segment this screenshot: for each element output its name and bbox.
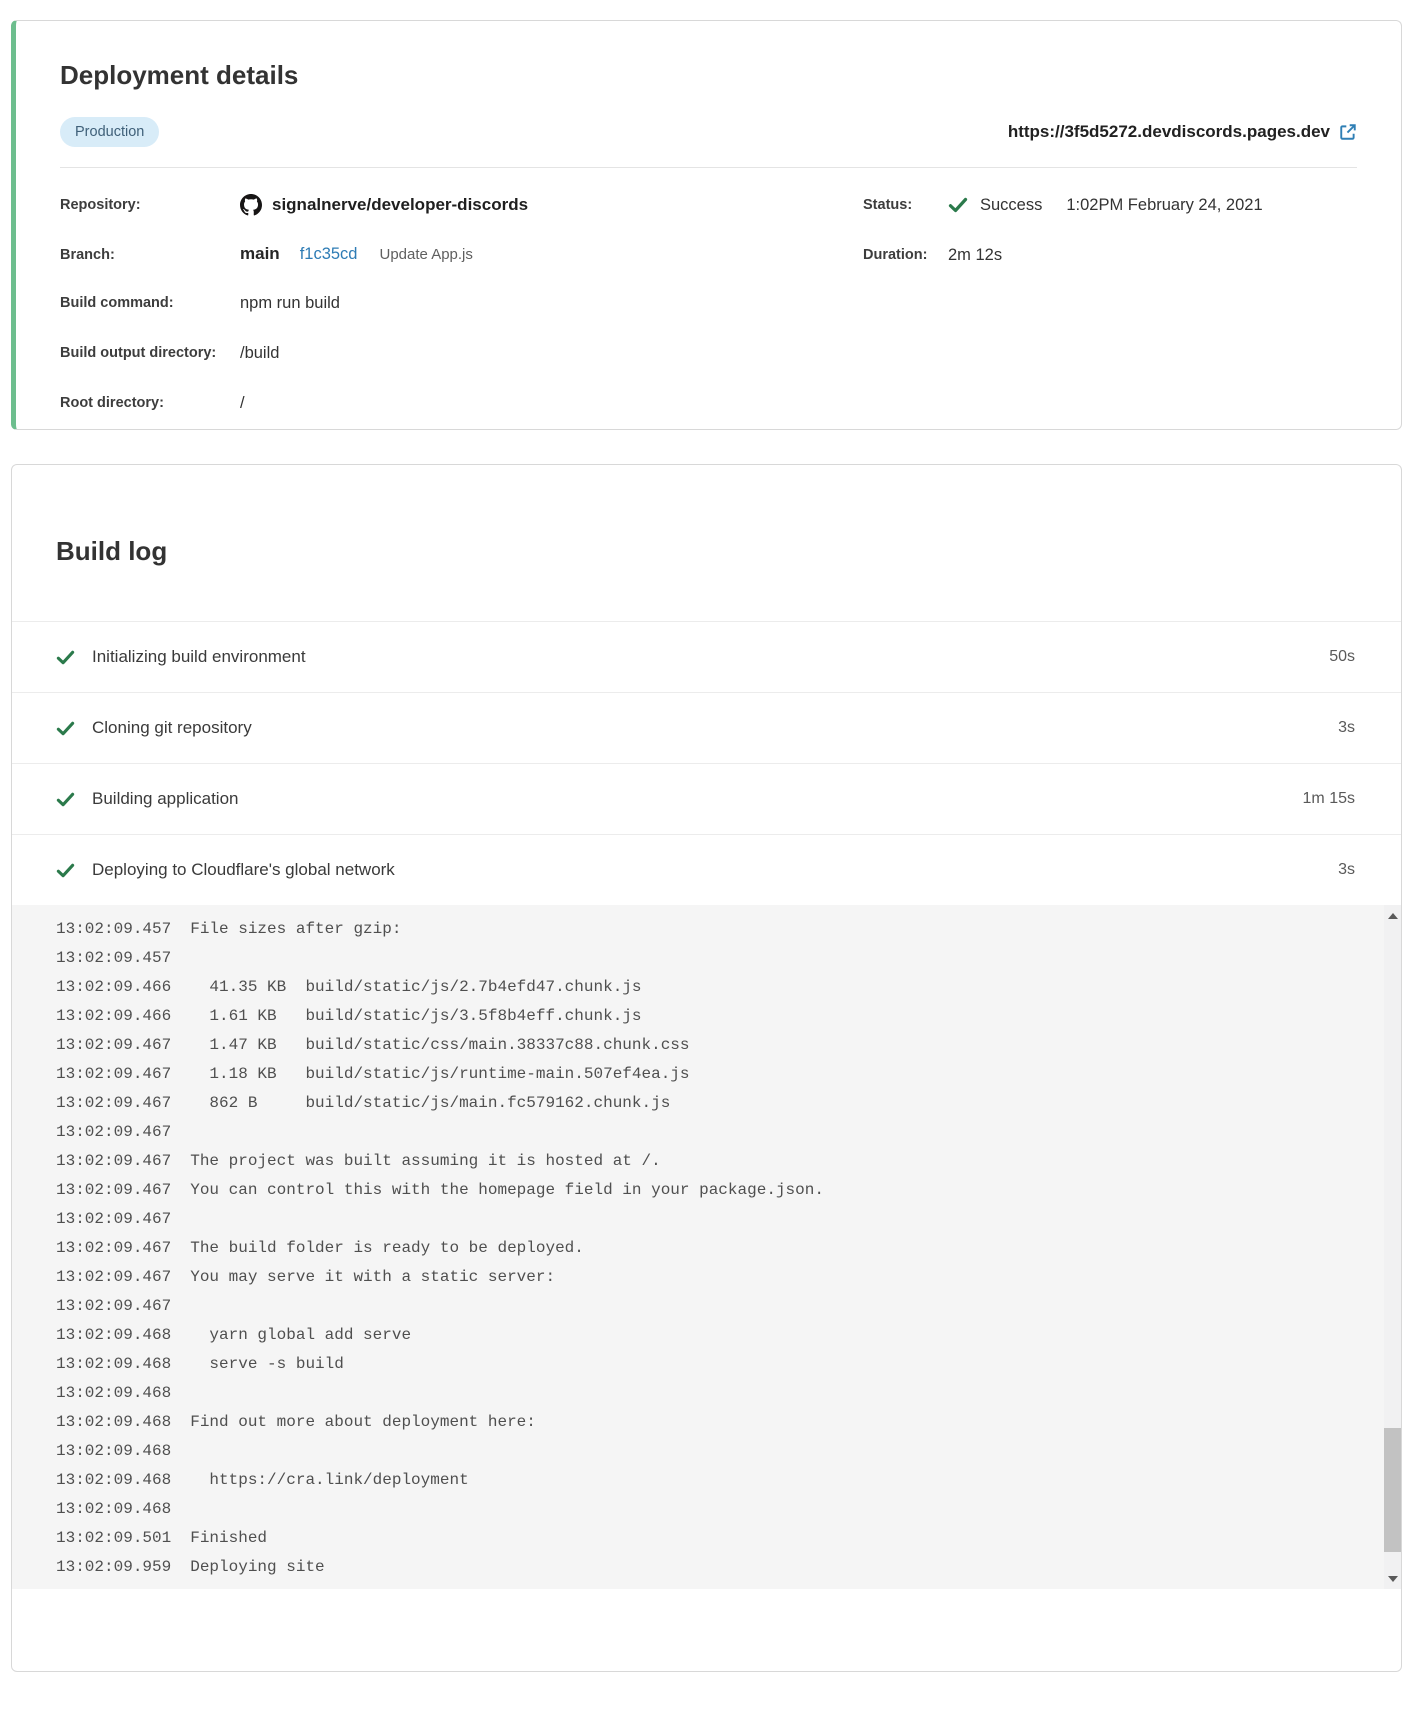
build-step-duration: 3s [1338, 861, 1355, 878]
build-step-label: Deploying to Cloudflare's global network [92, 860, 395, 879]
log-line [56, 1031, 1331, 1060]
build-step-label: Building application [92, 789, 239, 808]
repository-link[interactable] [240, 194, 528, 216]
header-divider [60, 167, 1357, 168]
build-step-duration: 3s [1338, 719, 1355, 736]
log-line-message: Find out more about deployment here: [190, 1413, 536, 1431]
status-timestamp: 1:02PM February 24, 2021 [1066, 196, 1263, 214]
log-line-message: 1.47 KB build/static/css/main.38337c88.chunk.css [190, 1036, 690, 1054]
status-label: Status: [863, 197, 913, 213]
commit-message: Update App.js [379, 246, 473, 263]
log-line-time: 13:02:09.468 [56, 1326, 172, 1344]
log-line-time: 13:02:09.457 [56, 920, 172, 938]
log-line-time: 13:02:09.467 [56, 1268, 172, 1286]
log-lines [56, 915, 1331, 1582]
repository-name: signalnerve/developer-discords [272, 195, 529, 214]
build-step-left [56, 718, 252, 738]
log-line-time: 13:02:09.468 [56, 1471, 172, 1489]
log-line [56, 1524, 1331, 1553]
branch-value [240, 244, 473, 264]
build-step-row[interactable] [12, 621, 1401, 692]
log-line-time: 13:02:09.501 [56, 1529, 172, 1547]
build-log-card [11, 464, 1402, 1672]
build-step-label: Cloning git repository [92, 718, 252, 737]
log-line-time: 13:02:09.457 [56, 949, 172, 967]
log-line-message: Finished [190, 1529, 268, 1547]
log-line [56, 1176, 1331, 1205]
build-log-title: Build log [56, 536, 168, 566]
log-line-time: 13:02:09.468 [56, 1413, 172, 1431]
log-line-message: The project was built assuming it is hosted at /. [190, 1152, 661, 1170]
deployment-details-grid [60, 194, 1357, 430]
build-step-duration: 50s [1329, 648, 1355, 665]
deployment-header-row [60, 117, 1357, 147]
page-title: Deployment details [60, 60, 299, 90]
log-line-message: serve -s build [190, 1355, 344, 1373]
log-line-message: 1.18 KB build/static/js/runtime-main.507ef4ea.js [190, 1065, 690, 1083]
scrollbar-thumb[interactable] [1384, 1428, 1401, 1552]
log-line-time: 13:02:09.466 [56, 978, 172, 996]
log-line [56, 1553, 1331, 1582]
log-line [56, 973, 1331, 1002]
log-line-time: 13:02:09.468 [56, 1442, 172, 1460]
status-value [948, 194, 1263, 216]
log-line-message: You can control this with the homepage field in your package.json. [190, 1181, 824, 1199]
build-output-directory-row [60, 342, 863, 364]
log-line-time: 13:02:09.466 [56, 1007, 172, 1025]
log-line-message: 1.61 KB build/static/js/3.5f8b4eff.chunk.js [190, 1007, 642, 1025]
scroll-down-icon[interactable] [1384, 1570, 1401, 1587]
build-step-row[interactable] [12, 692, 1401, 763]
log-line-time: 13:02:09.467 [56, 1210, 172, 1228]
root-directory-value: / [240, 394, 245, 412]
branch-label: Branch: [60, 247, 115, 263]
log-line-time: 13:02:09.468 [56, 1384, 172, 1402]
build-step-label: Initializing build environment [92, 647, 306, 666]
log-line [56, 1205, 1331, 1234]
log-line-message [171, 1210, 190, 1228]
log-line-time: 13:02:09.959 [56, 1558, 172, 1576]
log-line [56, 1002, 1331, 1031]
build-step-row[interactable] [12, 834, 1401, 905]
root-directory-row [60, 392, 863, 414]
log-line-time: 13:02:09.467 [56, 1065, 172, 1083]
status-row [863, 194, 1357, 216]
deployment-details-card [11, 20, 1402, 430]
build-output-directory-label: Build output directory: [60, 345, 217, 361]
external-link-icon[interactable] [1339, 123, 1357, 141]
build-step-left [56, 647, 306, 667]
log-line [56, 944, 1331, 973]
build-steps [12, 621, 1401, 905]
log-line-time: 13:02:09.467 [56, 1094, 172, 1112]
log-line-message [171, 1123, 190, 1141]
log-line-message [171, 1442, 190, 1460]
log-line-message: Deploying site [190, 1558, 325, 1576]
build-step-left [56, 860, 395, 880]
build-command-value: npm run build [240, 294, 340, 312]
log-line [56, 1147, 1331, 1176]
deployment-url-link[interactable] [1008, 122, 1357, 142]
build-step-duration: 1m 15s [1302, 790, 1355, 807]
log-line [56, 915, 1331, 944]
deployment-details-left-column [60, 194, 863, 430]
log-line [56, 1118, 1331, 1147]
log-line-time: 13:02:09.468 [56, 1355, 172, 1373]
log-line-message: yarn global add serve [190, 1326, 412, 1344]
duration-value: 2m 12s [948, 246, 1003, 264]
log-line-message [171, 1297, 190, 1315]
log-line-time: 13:02:09.467 [56, 1036, 172, 1054]
log-line [56, 1495, 1331, 1524]
branch-row [60, 244, 863, 264]
check-icon [56, 719, 75, 738]
log-line-message: https://cra.link/deployment [190, 1471, 469, 1489]
duration-row [863, 244, 1357, 266]
repository-label: Repository: [60, 197, 141, 213]
log-line-time: 13:02:09.467 [56, 1181, 172, 1199]
log-line-message [171, 949, 190, 967]
status-text: Success [980, 196, 1043, 214]
log-line-message: 862 B build/static/js/main.fc579162.chunk.js [190, 1094, 671, 1112]
build-command-label: Build command: [60, 295, 174, 311]
log-line [56, 1350, 1331, 1379]
log-line [56, 1321, 1331, 1350]
log-line [56, 1292, 1331, 1321]
root-directory-label: Root directory: [60, 395, 164, 411]
log-line [56, 1466, 1331, 1495]
environment-badge: Production [60, 117, 159, 147]
log-line-message: You may serve it with a static server: [190, 1268, 556, 1286]
log-line [56, 1408, 1331, 1437]
log-line-message: 41.35 KB build/static/js/2.7b4efd47.chunk.js [190, 978, 642, 996]
log-line-message [171, 1384, 190, 1402]
log-line [56, 1379, 1331, 1408]
log-line-time: 13:02:09.467 [56, 1297, 172, 1315]
branch-name: main [240, 244, 280, 263]
log-line [56, 1234, 1331, 1263]
repository-row [60, 194, 863, 216]
log-line [56, 1089, 1331, 1118]
build-step-left [56, 789, 239, 809]
log-line-time: 13:02:09.467 [56, 1239, 172, 1257]
log-line-message [171, 1500, 190, 1518]
log-line [56, 1060, 1331, 1089]
log-line [56, 1437, 1331, 1466]
commit-hash-link[interactable]: f1c35cd [299, 245, 358, 263]
log-line-time: 13:02:09.467 [56, 1123, 172, 1141]
duration-label: Duration: [863, 247, 928, 263]
build-output-directory-value: /build [240, 344, 280, 362]
check-icon [56, 861, 75, 880]
deployment-details-right-column [863, 194, 1357, 430]
log-line-message: The build folder is ready to be deployed. [190, 1239, 584, 1257]
check-icon [948, 195, 968, 215]
check-icon [56, 790, 75, 809]
deployment-url-text: https://3f5d5272.devdiscords.pages.dev [1007, 122, 1330, 141]
build-log-console [12, 905, 1401, 1589]
log-line-time: 13:02:09.468 [56, 1500, 172, 1518]
scroll-up-icon[interactable] [1384, 907, 1401, 924]
log-line-message: File sizes after gzip: [190, 920, 402, 938]
github-icon [240, 194, 262, 216]
console-scrollbar[interactable] [1384, 905, 1401, 1589]
log-line [56, 1263, 1331, 1292]
build-step-row[interactable] [12, 763, 1401, 834]
log-line-time: 13:02:09.467 [56, 1152, 172, 1170]
build-command-row [60, 292, 863, 314]
check-icon [56, 648, 75, 667]
